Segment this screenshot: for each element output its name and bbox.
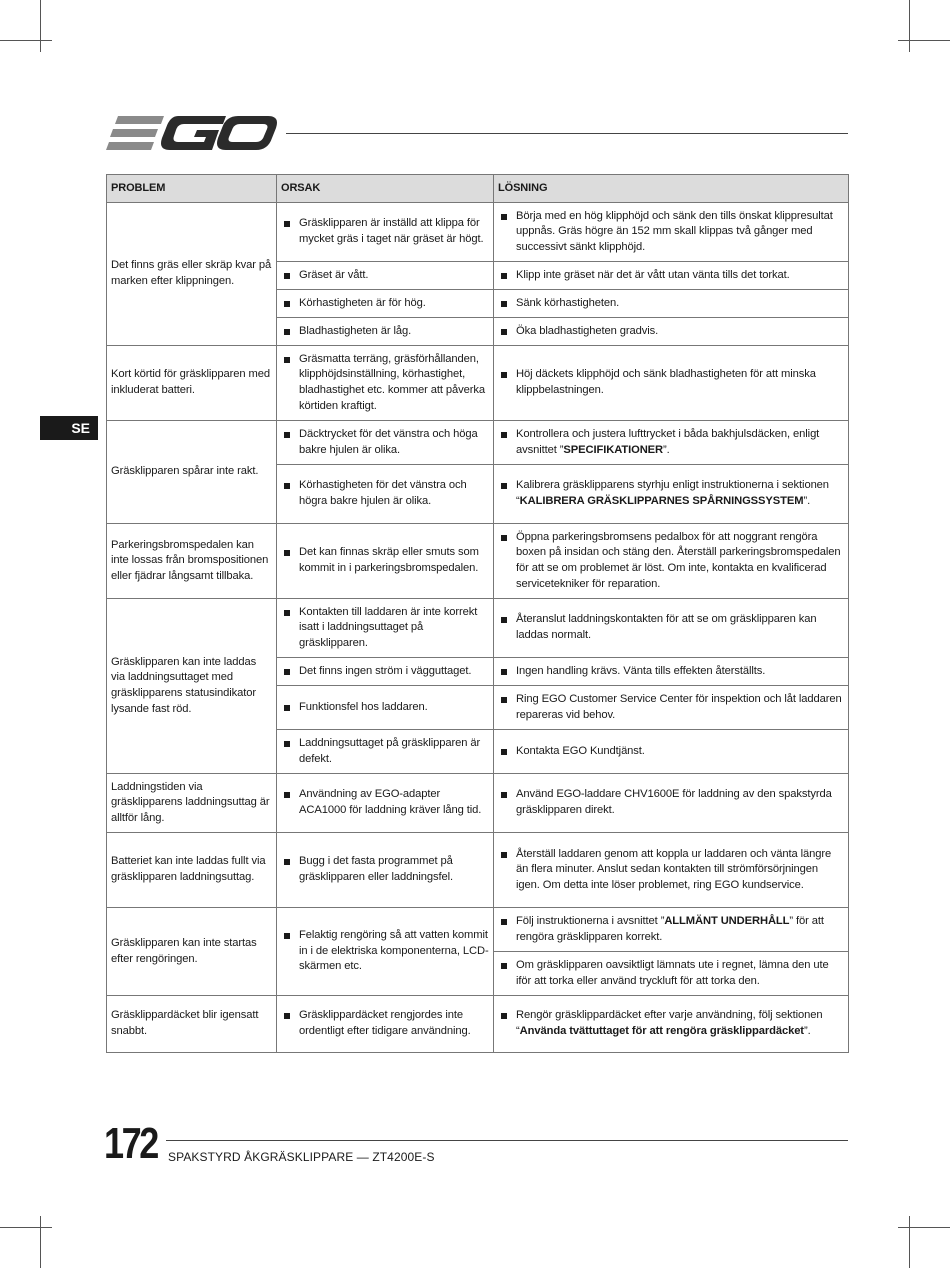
cause-cell: Funktionsfel hos laddaren. bbox=[277, 686, 494, 730]
bullet-icon bbox=[284, 432, 290, 438]
solution-cell: Öppna parkeringsbromsens pedalbox för att noggrant rengöra boxen på insidan och stäng den. Återställ parkeringsbromspedalen för att se om problemet är löst. Om inte, kontakta en kvalificerad servicetekniker för reparation. bbox=[494, 524, 849, 599]
crop-mark bbox=[0, 40, 52, 41]
solution-cell: Om gräsklipparen oavsiktligt lämnats ute i regnet, lämna den ute iför att torka eller använd tryckluft för att torka den. bbox=[494, 952, 849, 996]
bullet-icon bbox=[501, 852, 507, 858]
header-problem: PROBLEM bbox=[107, 175, 277, 203]
bullet-icon bbox=[501, 483, 507, 489]
problem-cell: Gräsklipparen kan inte laddas via laddningsuttaget med gräsklipparens statusindikator lysande fast röd. bbox=[107, 599, 277, 774]
table-row bbox=[107, 203, 849, 262]
cause-cell: Det kan finnas skräp eller smuts som kommit in i parkeringsbromspedalen. bbox=[277, 524, 494, 599]
solution-cell: Kalibrera gräsklipparens styrhju enligt instruktionerna i sektionen “KALIBRERA GRÄSKLIPPARNES SPÅRNINGSSYSTEM”. bbox=[494, 465, 849, 524]
bullet-icon bbox=[284, 792, 290, 798]
bullet-icon bbox=[501, 792, 507, 798]
solution-cell: Börja med en hög klipphöjd och sänk den tills önskat klippresultat uppnås. Gräs högre än 152 mm skall klippas två gånger med successivt sänkt klipphöjd. bbox=[494, 203, 849, 262]
header-cause: ORSAK bbox=[277, 175, 494, 203]
cause-cell: Gräsklippardäcket rengjordes inte ordentligt efter tidigare användning. bbox=[277, 996, 494, 1053]
solution-cell: Återställ laddaren genom att koppla ur laddaren och vänta längre än flera minuter. Anslut sedan kontakten till strömförsörjningen igen. Om detta inte löser problemet, ring EGO kundservice. bbox=[494, 833, 849, 908]
cause-cell: Användning av EGO-adapter ACA1000 för laddning kräver lång tid. bbox=[277, 774, 494, 833]
crop-mark bbox=[0, 1227, 52, 1228]
logo-o bbox=[217, 116, 277, 150]
cause-cell: Körhastigheten för det vänstra och högra bakre hjulen är olika. bbox=[277, 465, 494, 524]
logo-e-bar-top bbox=[115, 116, 164, 124]
footer-rule bbox=[166, 1140, 848, 1141]
table-row bbox=[107, 421, 849, 465]
page-number: 172 bbox=[104, 1119, 157, 1168]
bullet-icon bbox=[501, 273, 507, 279]
solution-cell: Ingen handling krävs. Vänta tills effekten återställts. bbox=[494, 658, 849, 686]
table-row bbox=[107, 774, 849, 833]
language-tab: SE bbox=[40, 416, 98, 440]
cause-cell: Laddningsuttaget på gräsklipparen är defekt. bbox=[277, 730, 494, 774]
cause-cell: Gräsklipparen är inställd att klippa för mycket gräs i taget när gräset är högt. bbox=[277, 203, 494, 262]
table-row bbox=[107, 599, 849, 658]
bullet-icon bbox=[284, 741, 290, 747]
cause-cell: Gräset är vått. bbox=[277, 262, 494, 290]
crop-mark bbox=[909, 0, 910, 52]
problem-cell: Gräsklippardäcket blir igensatt snabbt. bbox=[107, 996, 277, 1053]
crop-mark bbox=[909, 1216, 910, 1268]
bullet-icon bbox=[284, 483, 290, 489]
cause-cell: Felaktig rengöring så att vatten kommit in i de elektriska komponenterna, LCD-skärmen etc. bbox=[277, 908, 494, 996]
troubleshooting-table bbox=[106, 174, 849, 1053]
cause-cell: Bugg i det fasta programmet på gräsklipparen eller laddningsfel. bbox=[277, 833, 494, 908]
problem-cell: Batteriet kan inte laddas fullt via gräsklipparen laddningsuttag. bbox=[107, 833, 277, 908]
solution-cell: Höj däckets klipphöjd och sänk bladhastigheten för att minska klippbelastningen. bbox=[494, 346, 849, 421]
bullet-icon bbox=[501, 214, 507, 220]
ego-logo bbox=[106, 112, 278, 154]
problem-cell: Gräsklipparen kan inte startas efter rengöringen. bbox=[107, 908, 277, 996]
bullet-icon bbox=[501, 432, 507, 438]
solution-cell: Sänk körhastigheten. bbox=[494, 290, 849, 318]
problem-cell: Gräsklipparen spårar inte rakt. bbox=[107, 421, 277, 524]
table-row bbox=[107, 524, 849, 599]
bullet-icon bbox=[284, 1013, 290, 1019]
problem-cell: Parkeringsbromspedalen kan inte lossas från bromspositionen eller fjädrar långsamt tillbaka. bbox=[107, 524, 277, 599]
bullet-icon bbox=[284, 669, 290, 675]
bullet-icon bbox=[284, 705, 290, 711]
bullet-icon bbox=[284, 329, 290, 335]
bullet-icon bbox=[501, 372, 507, 378]
bullet-icon bbox=[284, 221, 290, 227]
solution-cell: Återanslut laddningskontakten för att se om gräsklipparen kan laddas normalt. bbox=[494, 599, 849, 658]
header-rule bbox=[286, 133, 848, 134]
crop-mark bbox=[898, 40, 950, 41]
bullet-icon bbox=[501, 535, 507, 541]
header-solution: LÖSNING bbox=[494, 175, 849, 203]
cause-cell: Bladhastigheten är låg. bbox=[277, 318, 494, 346]
logo-g bbox=[161, 116, 226, 150]
bullet-icon bbox=[501, 669, 507, 675]
bullet-icon bbox=[501, 329, 507, 335]
bullet-icon bbox=[501, 749, 507, 755]
bullet-icon bbox=[501, 963, 507, 969]
problem-cell: Kort körtid för gräsklipparen med inkluderat batteri. bbox=[107, 346, 277, 421]
bullet-icon bbox=[284, 610, 290, 616]
table-header-row bbox=[107, 175, 849, 203]
footer-title: SPAKSTYRD ÅKGRÄSKLIPPARE — ZT4200E-S bbox=[168, 1150, 435, 1164]
table-row bbox=[107, 346, 849, 421]
solution-cell: Rengör gräsklippardäcket efter varje användning, följ sektionen “Använda tvättuttaget för att rengöra gräsklippardäcket”. bbox=[494, 996, 849, 1053]
bullet-icon bbox=[501, 617, 507, 623]
cause-cell: Däcktrycket för det vänstra och höga bakre hjulen är olika. bbox=[277, 421, 494, 465]
solution-cell: Kontrollera och justera lufttrycket i båda bakhjulsdäcken, enligt avsnittet ”SPECIFIKATIONER”. bbox=[494, 421, 849, 465]
bullet-icon bbox=[501, 697, 507, 703]
cause-cell: Det finns ingen ström i vägguttaget. bbox=[277, 658, 494, 686]
bullet-icon bbox=[284, 273, 290, 279]
logo-e-bar-bottom bbox=[106, 142, 154, 150]
bullet-icon bbox=[501, 919, 507, 925]
solution-cell: Följ instruktionerna i avsnittet ”ALLMÄNT UNDERHÅLL” för att rengöra gräsklipparen korrekt. bbox=[494, 908, 849, 952]
bullet-icon bbox=[284, 357, 290, 363]
cause-cell: Gräsmatta terräng, gräsförhållanden, klipphöjdsinställning, körhastighet, bladhastighet etc. kommer att påverka körtiden kraftigt. bbox=[277, 346, 494, 421]
bullet-icon bbox=[501, 1013, 507, 1019]
crop-mark bbox=[40, 1216, 41, 1268]
problem-cell: Det finns gräs eller skräp kvar på marken efter klippningen. bbox=[107, 203, 277, 346]
bullet-icon bbox=[284, 859, 290, 865]
table-row bbox=[107, 996, 849, 1053]
solution-cell: Kontakta EGO Kundtjänst. bbox=[494, 730, 849, 774]
cause-cell: Körhastigheten är för hög. bbox=[277, 290, 494, 318]
bullet-icon bbox=[284, 301, 290, 307]
solution-cell: Öka bladhastigheten gradvis. bbox=[494, 318, 849, 346]
crop-mark bbox=[40, 0, 41, 52]
bullet-icon bbox=[284, 550, 290, 556]
bullet-icon bbox=[284, 933, 290, 939]
table-row bbox=[107, 908, 849, 952]
crop-mark bbox=[898, 1227, 950, 1228]
table-row bbox=[107, 833, 849, 908]
solution-cell: Ring EGO Customer Service Center för inspektion och låt laddaren repareras vid behov. bbox=[494, 686, 849, 730]
cause-cell: Kontakten till laddaren är inte korrekt isatt i laddningsuttaget på gräsklipparen. bbox=[277, 599, 494, 658]
bullet-icon bbox=[501, 301, 507, 307]
solution-cell: Använd EGO-laddare CHV1600E för laddning av den spakstyrda gräsklipparen direkt. bbox=[494, 774, 849, 833]
logo-e-bar-mid bbox=[110, 129, 158, 137]
problem-cell: Laddningstiden via gräsklipparens laddningsuttag är alltför lång. bbox=[107, 774, 277, 833]
solution-cell: Klipp inte gräset när det är vått utan vänta tills det torkat. bbox=[494, 262, 849, 290]
